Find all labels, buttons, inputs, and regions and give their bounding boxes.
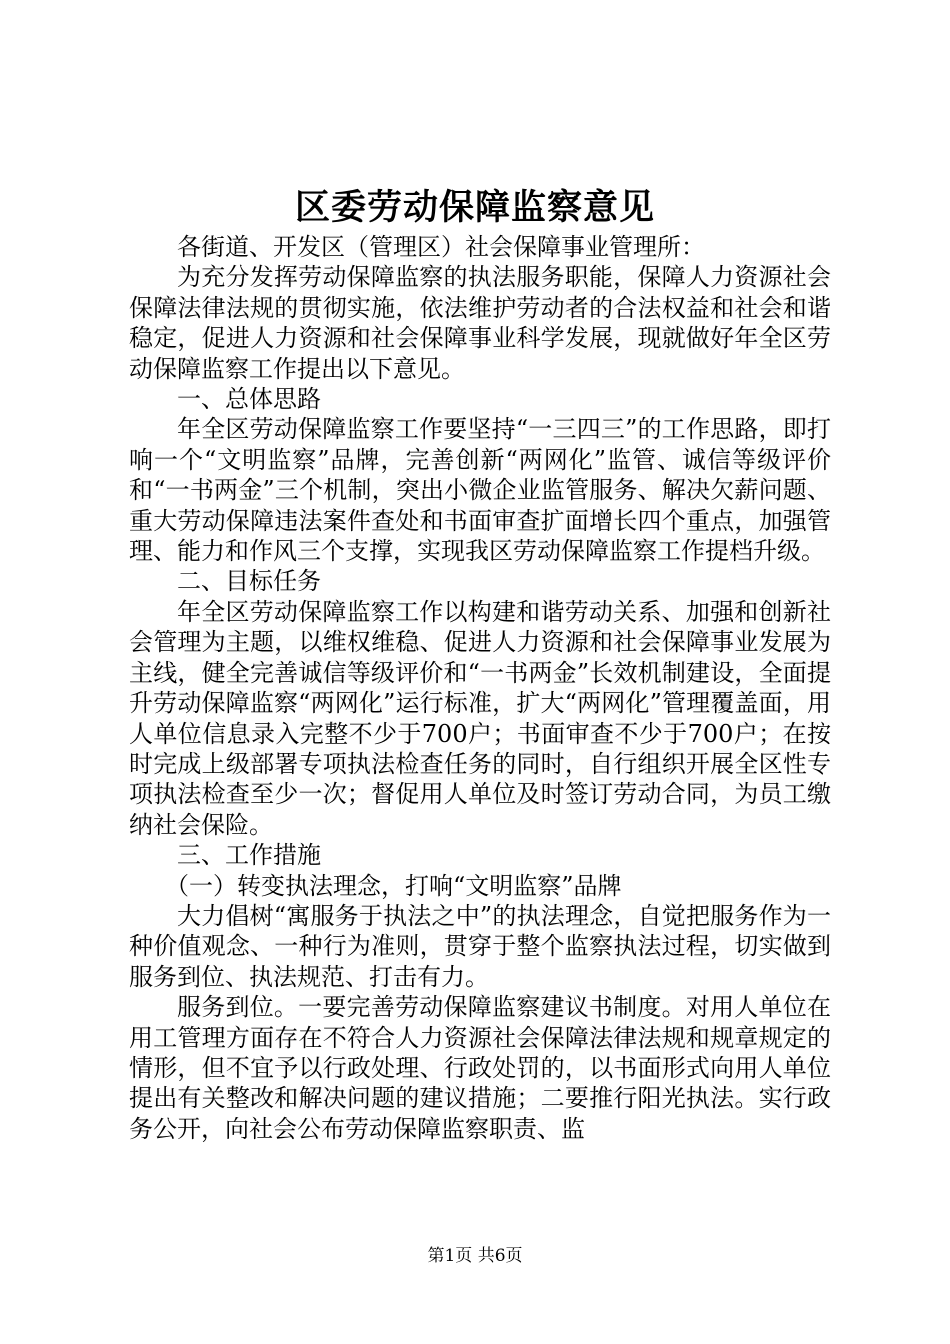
section-1-paragraph: 年全区劳动保障监察工作要坚持“一三四三”的工作思路，即打响一个“文明监察”品牌，完善创新“两网化”监管、诚信等级评价和“一书两金”三个机制，突出小微企业监管服务、解决欠薪问题、重大劳动保障违法案件查处和书面审查扩面增长四个重点，加强管理、能力和作风三个支撑，实现我区劳动保障监察工作提档升级。: [129, 415, 831, 566]
document-body: [129, 232, 831, 1144]
section-2-paragraph: 年全区劳动保障监察工作以构建和谐劳动关系、加强和创新社会管理为主题，以维权维稳、促进人力资源和社会保障事业发展为主线，健全完善诚信等级评价和“一书两金”长效机制建设，全面提升劳动保障监察“两网化”运行标准，扩大“两网化”管理覆盖面，用人单位信息录入完整不少于700户；书面审查不少于700户；在按时完成上级部署专项执法检查任务的同时，自行组织开展全区性专项执法检查至少一次；督促用人单位及时签订劳动合同，为员工缴纳社会保险。: [129, 597, 831, 839]
service-paragraph: 服务到位。一要完善劳动保障监察建议书制度。对用人单位在用工管理方面存在不符合人力资源社会保障法律法规和规章规定的情形，但不宜予以行政处理、行政处罚的，以书面形式向用人单位提出有关整改和解决问题的建议措施；二要推行阳光执法。实行政务公开，向社会公布劳动保障监察职责、监: [129, 993, 831, 1143]
subsection-1-paragraph: 大力倡树“寓服务于执法之中”的执法理念，自觉把服务作为一种价值观念、一种行为准则，贯穿于整个监察执法过程，切实做到服务到位、执法规范、打击有力。: [129, 901, 831, 991]
section-heading-3: 三、工作措施: [177, 841, 321, 870]
subsection-heading-1: （一）转变执法理念，打响“文明监察”品牌: [165, 871, 622, 900]
salutation: 各街道、开发区（管理区）社会保障事业管理所：: [177, 233, 705, 261]
section-heading-1: 一、总体思路: [177, 385, 321, 414]
intro-paragraph: 为充分发挥劳动保障监察的执法服务职能，保障人力资源社会保障法律法规的贯彻实施，依法维护劳动者的合法权益和社会和谐稳定，促进人力资源和社会保障事业科学发展，现就做好年全区劳动保障监察工作提出以下意见。: [129, 263, 831, 383]
page-number-footer: 第1页 共6页: [427, 1246, 523, 1266]
section-heading-2: 二、目标任务: [177, 567, 321, 596]
document-title: 区委劳动保障监察意见: [294, 187, 655, 228]
